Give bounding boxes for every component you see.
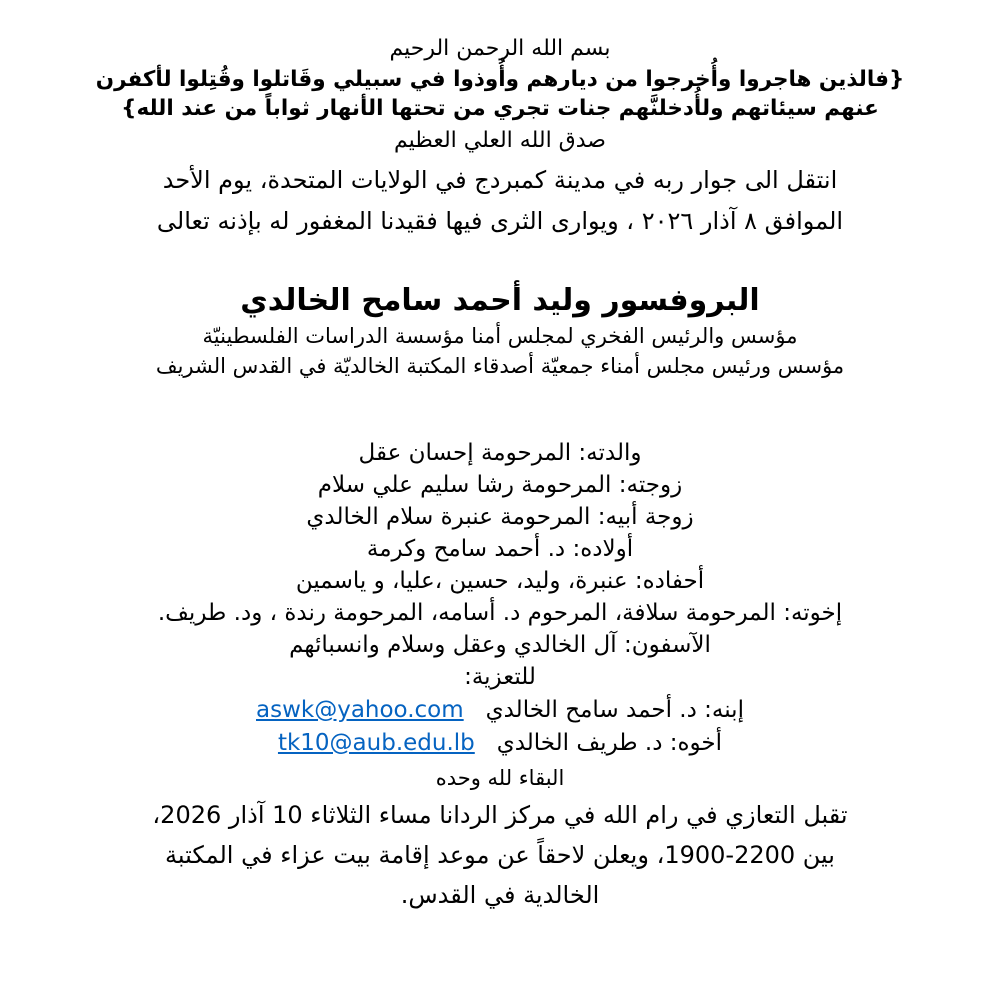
announcement-line-1: انتقل الى جوار ربه في مدينة كمبردج في الولايات المتحدة، يوم الأحد — [162, 166, 838, 194]
family-line-wife: زوجته: المرحومة رشا سليم علي سلام — [317, 472, 683, 498]
deceased-title-2: مؤسس ورئيس مجلس أمناء جمعيّة أصدقاء المكتبة الخالديّة في القدس الشريف — [155, 354, 845, 378]
deceased-title-1: مؤسس والرئيس الفخري لمجلس أمنا مؤسسة الدراسات الفلسطينيّة — [202, 324, 798, 348]
closing-line-2: بين 2200-1900، ويعلن لاحقاً عن موعد إقامة بيت عزاء في المكتبة — [165, 841, 835, 869]
family-line-grandchildren: أحفاده: عنبرة، وليد، حسين ،عليا، و ياسمين — [295, 568, 705, 594]
announcement-line-2: الموافق ٨ آذار ٢٠٢٦ ، ويوارى الثرى فيها فقيدنا المغفور له بإذنه تعالى — [156, 207, 844, 235]
family-line-stepmother: زوجة أبيه: المرحومة عنبرة سلام الخالدي — [306, 504, 694, 530]
condolences-heading: للتعزية: — [464, 664, 536, 690]
family-line-mother: والدته: المرحومة إحسان عقل — [358, 440, 642, 466]
condolence-contact-brother — [62, 727, 938, 760]
condolence-email-brother[interactable]: tk10@aub.edu.lb — [277, 730, 475, 756]
sadaqa-line: صدق الله العلي العظيم — [394, 128, 606, 153]
condolence-contact-son-label: إبنه: د. أحمد سامح الخالدي — [485, 697, 744, 723]
closing-line-1: تقبل التعازي في رام الله في مركز الردانا مساء الثلاثاء 10 آذار 2026، — [152, 801, 848, 829]
family-line-mourners: الآسفون: آل الخالدي وعقل وسلام وانسبائهم — [289, 632, 711, 658]
quran-verse-line-1: {فالذين هاجروا وأُخرجوا من ديارهم وأُوذوا في سبيلي وقَاتلوا وقُتِلوا لأكفرن — [95, 67, 905, 92]
family-line-children: أولاده: د. أحمد سامح وكرمة — [366, 536, 634, 562]
condolence-email-son[interactable]: aswk@yahoo.com — [256, 697, 464, 723]
family-list — [62, 437, 938, 661]
quran-verse-line-2: عنهم سيئاتهم ولأُدخلنَّهم جنات تجري من تحتها الأنهار ثواباً من عند الله} — [121, 96, 879, 121]
baqa-line: البقاء لله وحده — [435, 766, 565, 790]
closing-line-3: الخالدية في القدس. — [400, 881, 600, 909]
condolence-contact-brother-label: أخوه: د. طريف الخالدي — [496, 730, 723, 756]
family-line-siblings: إخوته: المرحومة سلافة، المرحوم د. أسامه، المرحومة رندة ، ود. طريف. — [157, 600, 843, 626]
condolence-contact-son — [62, 694, 938, 727]
deceased-name: البروفسور وليد أحمد سامح الخالدي — [240, 283, 760, 318]
basmala-line: بسم الله الرحمن الرحيم — [389, 36, 611, 61]
